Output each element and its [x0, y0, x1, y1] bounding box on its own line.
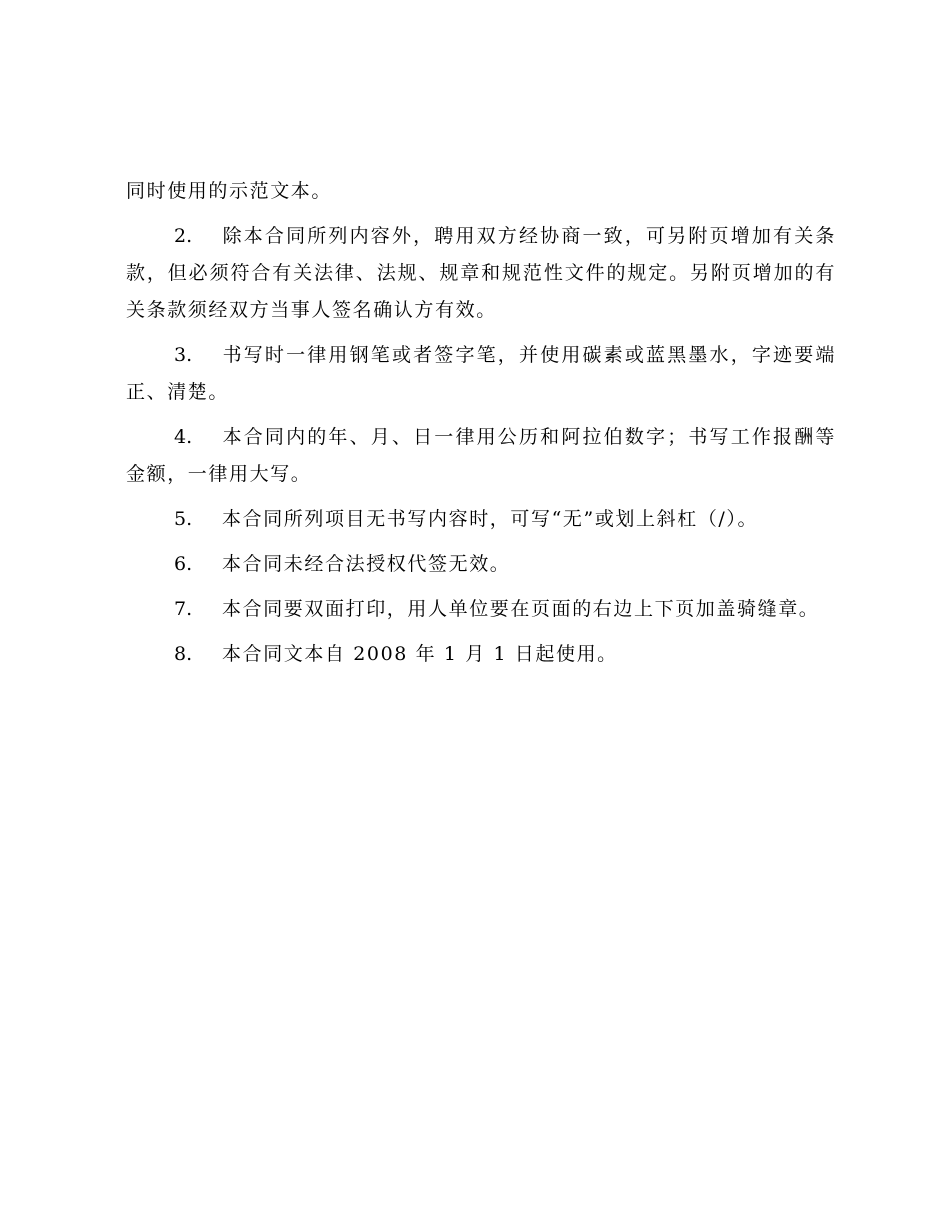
continuation-text: 同时使用的示范文本。 — [126, 180, 333, 202]
list-item-3 — [126, 337, 836, 411]
item-number: 3. — [174, 344, 193, 366]
item-number: 8. — [174, 643, 193, 665]
item-number: 5. — [174, 508, 193, 530]
list-item-6 — [126, 546, 836, 583]
list-item-5 — [126, 501, 836, 538]
item-text: 书写时一律用钢笔或者签字笔，并使用碳素或蓝黑墨水，字迹要端正、清楚。 — [126, 344, 836, 403]
list-item-7 — [126, 591, 836, 628]
document-body — [126, 173, 836, 681]
item-text: 本合同内的年、月、日一律用公历和阿拉伯数字；书写工作报酬等金额，一律用大写。 — [126, 426, 836, 485]
item-number: 6. — [174, 553, 193, 575]
list-item-8 — [126, 636, 836, 673]
item-number: 2. — [174, 225, 193, 247]
item-text: 本合同文本自 2008 年 1 月 1 日起使用。 — [222, 643, 618, 665]
item-text: 本合同要双面打印，用人单位要在页面的右边上下页加盖骑缝章。 — [222, 598, 820, 620]
item-text: 除本合同所列内容外，聘用双方经协商一致，可另附页增加有关条款，但必须符合有关法律、法规、规章和规范性文件的规定。另附页增加的有关条款须经双方当事人签名确认方有效。 — [126, 225, 836, 321]
item-number: 7. — [174, 598, 193, 620]
item-number: 4. — [174, 426, 193, 448]
list-item-2 — [126, 218, 836, 329]
list-item-4 — [126, 419, 836, 493]
item-text: 本合同未经合法授权代签无效。 — [222, 553, 511, 575]
item-text: 本合同所列项目无书写内容时，可写“无”或划上斜杠（/）。 — [222, 508, 759, 530]
